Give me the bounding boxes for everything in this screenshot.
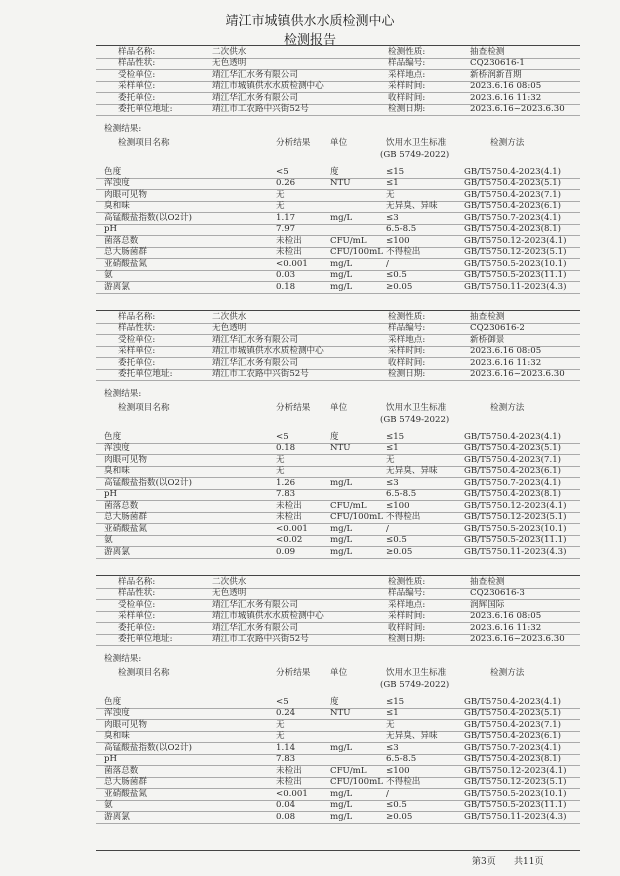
row-method: GB/T5750.5-2023(11.1) — [464, 270, 567, 281]
col-header-result: 分析结果 — [276, 668, 311, 678]
row-unit: mg/L — [330, 535, 353, 546]
row-std: 无 — [386, 719, 395, 730]
page-number: 第3页 — [472, 857, 496, 867]
field-value-sampling_time: 2023.6.16 08:05 — [470, 611, 542, 622]
field-label-entrusted_unit: 受检单位: — [118, 69, 156, 80]
row-method: GB/T5750.4-2023(4.1) — [464, 167, 562, 177]
row-item: 色度 — [104, 697, 122, 707]
header-row-line — [96, 334, 580, 335]
row-unit: mg/L — [330, 523, 353, 534]
field-label-entrusted_unit: 受检单位: — [118, 334, 156, 345]
header-row-line — [96, 645, 580, 646]
field-value-test_date: 2023.6.16~2023.6.30 — [470, 104, 565, 114]
row-unit: mg/L — [330, 546, 353, 557]
results-label: 检测结果: — [104, 654, 142, 664]
header-row-line — [96, 115, 580, 116]
row-item: 菌落总数 — [104, 235, 139, 246]
row-unit: mg/L — [330, 258, 353, 269]
row-item: 臭和味 — [104, 466, 130, 477]
row-method: GB/T5750.5-2023(10.1) — [464, 523, 567, 534]
row-item: pH — [104, 489, 117, 500]
header-row-line — [96, 599, 580, 600]
row-result: <5 — [276, 697, 289, 707]
row-method: GB/T5750.4-2023(8.1) — [464, 489, 562, 500]
row-std: ≥0.05 — [386, 546, 413, 557]
field-label-sample_state: 样品性状: — [118, 323, 156, 334]
row-item: 高锰酸盐指数(以O2计) — [104, 477, 192, 488]
row-result: 未检出 — [276, 765, 302, 776]
row-item: 高锰酸盐指数(以O2计) — [104, 742, 192, 753]
row-unit: mg/L — [330, 811, 353, 822]
section-separator — [96, 310, 580, 311]
row-std: 无异臭、异味 — [386, 466, 438, 477]
field-value-sample_state: 无色透明 — [212, 58, 247, 69]
row-result: 0.18 — [276, 281, 296, 292]
row-result: 无 — [276, 189, 285, 200]
bottom-rule — [96, 850, 580, 851]
col-header-std: 饮用水卫生标准 — [386, 138, 447, 148]
row-std: ≤100 — [386, 235, 410, 246]
field-label-sample_no: 样品编号: — [388, 323, 426, 334]
row-item: 总大肠菌群 — [104, 777, 147, 788]
results-label: 检测结果: — [104, 389, 142, 399]
field-label-entrusted_unit: 受检单位: — [118, 599, 156, 610]
col-header-std: 饮用水卫生标准 — [386, 668, 447, 678]
row-item: 游离氯 — [104, 811, 130, 822]
row-std: ≤15 — [386, 697, 405, 707]
row-std: / — [386, 258, 389, 269]
row-method: GB/T5750.12-2023(4.1) — [464, 765, 567, 776]
field-value-sampling_place: 新桥润新苜期 — [470, 69, 522, 80]
row-item: 总大肠菌群 — [104, 247, 147, 258]
row-std: 无 — [386, 454, 395, 465]
field-value-sample_no: CQ230616-3 — [470, 588, 525, 599]
field-value-client_address: 靖江市工农路中兴街52号 — [212, 634, 309, 644]
row-result: 未检出 — [276, 500, 302, 511]
field-value-test_nature: 抽查检测 — [470, 577, 505, 587]
field-label-sample_no: 样品编号: — [388, 588, 426, 599]
field-label-test_nature: 检测性质: — [388, 312, 426, 322]
row-result: 0.24 — [276, 708, 296, 719]
field-label-sample_state: 样品性状: — [118, 588, 156, 599]
row-result: 无 — [276, 719, 285, 730]
row-result: <0.001 — [276, 258, 308, 269]
field-value-sampling_unit: 靖江市城镇供水水质检测中心 — [212, 346, 324, 357]
header-row-line — [96, 380, 580, 381]
row-method: GB/T5750.4-2023(7.1) — [464, 454, 562, 465]
row-std: 无异臭、异味 — [386, 731, 438, 742]
row-result: 无 — [276, 201, 285, 212]
row-item: 总大肠菌群 — [104, 512, 147, 523]
row-result: 0.08 — [276, 811, 296, 822]
field-label-client_address: 委托单位地址: — [118, 369, 173, 379]
field-value-receive_time: 2023.6.16 11:32 — [470, 622, 542, 633]
row-unit: CFU/mL — [330, 765, 367, 776]
row-std: ≤0.5 — [386, 800, 407, 811]
row-result: 无 — [276, 466, 285, 477]
row-item: 亚硝酸盐氮 — [104, 788, 147, 799]
col-header-unit: 单位 — [330, 138, 348, 148]
row-method: GB/T5750.4-2023(5.1) — [464, 443, 562, 454]
row-unit: 度 — [330, 697, 339, 707]
row-item: 肉眼可见物 — [104, 189, 147, 200]
row-result: 7.83 — [276, 489, 296, 500]
row-item: 氨 — [104, 800, 113, 811]
row-item: 浑浊度 — [104, 178, 130, 189]
field-label-sample_name: 样品名称: — [118, 312, 156, 322]
row-item: 氨 — [104, 270, 113, 281]
row-method: GB/T5750.7-2023(4.1) — [464, 212, 562, 223]
field-value-entrusted_unit: 靖江华汇水务有限公司 — [212, 334, 298, 345]
row-std: ≤1 — [386, 443, 399, 454]
row-std: 6.5-8.5 — [386, 754, 417, 765]
field-label-sampling_unit: 采样单位: — [118, 346, 156, 357]
row-unit: 度 — [330, 167, 339, 177]
row-std: ≤3 — [386, 477, 399, 488]
field-value-receive_time: 2023.6.16 11:32 — [470, 357, 542, 368]
row-item: 色度 — [104, 432, 122, 442]
field-label-test_date: 检测日期: — [388, 369, 426, 379]
row-std: ≤3 — [386, 212, 399, 223]
row-method: GB/T5750.4-2023(8.1) — [464, 224, 562, 235]
row-result: 未检出 — [276, 247, 302, 258]
field-value-test_nature: 抽查检测 — [470, 47, 505, 57]
field-value-test_date: 2023.6.16~2023.6.30 — [470, 634, 565, 644]
field-value-client_address: 靖江市工农路中兴街52号 — [212, 104, 309, 114]
row-item: 亚硝酸盐氮 — [104, 258, 147, 269]
row-std: / — [386, 523, 389, 534]
row-method: GB/T5750.7-2023(4.1) — [464, 477, 562, 488]
field-label-sample_no: 样品编号: — [388, 58, 426, 69]
row-std: ≤0.5 — [386, 270, 407, 281]
row-method: GB/T5750.4-2023(5.1) — [464, 708, 562, 719]
row-method: GB/T5750.5-2023(10.1) — [464, 788, 567, 799]
row-item: 臭和味 — [104, 201, 130, 212]
row-result: <5 — [276, 167, 289, 177]
field-label-sample_name: 样品名称: — [118, 577, 156, 587]
row-unit: mg/L — [330, 800, 353, 811]
field-value-client_address: 靖江市工农路中兴街52号 — [212, 369, 309, 379]
row-result: 无 — [276, 731, 285, 742]
row-item: 氨 — [104, 535, 113, 546]
col-header-std-code: (GB 5749-2022) — [380, 415, 450, 425]
row-std: / — [386, 788, 389, 799]
row-item: 菌落总数 — [104, 500, 139, 511]
report-subtitle: 检测报告 — [283, 33, 336, 48]
field-label-test_nature: 检测性质: — [388, 47, 426, 57]
row-result: 1.17 — [276, 212, 296, 223]
field-value-sample_name: 二次供水 — [212, 577, 247, 587]
row-result: 0.04 — [276, 800, 296, 811]
row-method: GB/T5750.11-2023(4.3) — [464, 811, 567, 822]
row-unit: mg/L — [330, 477, 353, 488]
row-result: <0.001 — [276, 523, 308, 534]
row-item: 色度 — [104, 167, 122, 177]
row-unit: mg/L — [330, 281, 353, 292]
row-method: GB/T5750.5-2023(10.1) — [464, 258, 567, 269]
row-item: 浑浊度 — [104, 443, 130, 454]
field-label-test_date: 检测日期: — [388, 634, 426, 644]
row-unit: CFU/100mL — [330, 512, 383, 523]
top-rule — [96, 45, 580, 46]
row-method: GB/T5750.4-2023(4.1) — [464, 432, 562, 442]
field-value-sampling_place: 润辉国际 — [470, 599, 505, 610]
field-label-sampling_place: 采样地点: — [388, 69, 426, 80]
field-label-client_unit: 委托单位: — [118, 92, 156, 103]
col-header-result: 分析结果 — [276, 403, 311, 413]
row-item: 肉眼可见物 — [104, 454, 147, 465]
field-value-test_date: 2023.6.16~2023.6.30 — [470, 369, 565, 379]
field-value-entrusted_unit: 靖江华汇水务有限公司 — [212, 599, 298, 610]
field-value-sample_name: 二次供水 — [212, 47, 247, 57]
row-unit: CFU/mL — [330, 235, 367, 246]
row-item: 游离氯 — [104, 281, 130, 292]
row-method: GB/T5750.12-2023(5.1) — [464, 512, 567, 523]
row-std: ≤0.5 — [386, 535, 407, 546]
field-label-receive_time: 收样时间: — [388, 357, 426, 368]
row-result: 未检出 — [276, 777, 302, 788]
row-method: GB/T5750.12-2023(4.1) — [464, 500, 567, 511]
col-header-std-code: (GB 5749-2022) — [380, 680, 450, 690]
row-result: 0.26 — [276, 178, 296, 189]
row-item: 肉眼可见物 — [104, 719, 147, 730]
row-std: 不得检出 — [386, 247, 421, 258]
col-header-unit: 单位 — [330, 403, 348, 413]
row-method: GB/T5750.7-2023(4.1) — [464, 742, 562, 753]
row-result: <5 — [276, 432, 289, 442]
field-label-test_date: 检测日期: — [388, 104, 426, 114]
field-value-sample_no: CQ230616-2 — [470, 323, 525, 334]
row-method: GB/T5750.4-2023(6.1) — [464, 201, 562, 212]
row-method: GB/T5750.4-2023(6.1) — [464, 731, 562, 742]
field-value-sample_no: CQ230616-1 — [470, 58, 525, 69]
row-result: 0.09 — [276, 546, 296, 557]
row-std: ≤1 — [386, 708, 399, 719]
row-method: GB/T5750.12-2023(4.1) — [464, 235, 567, 246]
row-std: ≤100 — [386, 500, 410, 511]
row-unit: NTU — [330, 178, 351, 189]
row-std: 无 — [386, 189, 395, 200]
row-item: pH — [104, 754, 117, 765]
row-method: GB/T5750.4-2023(5.1) — [464, 178, 562, 189]
row-method: GB/T5750.4-2023(4.1) — [464, 697, 562, 707]
row-result: 0.03 — [276, 270, 296, 281]
row-item: 臭和味 — [104, 731, 130, 742]
row-std: 无异臭、异味 — [386, 201, 438, 212]
row-result: <0.02 — [276, 535, 303, 546]
row-result: 7.97 — [276, 224, 296, 235]
field-label-sampling_time: 采样时间: — [388, 81, 426, 92]
field-label-sampling_time: 采样时间: — [388, 346, 426, 357]
row-std: 不得检出 — [386, 512, 421, 523]
row-item: 亚硝酸盐氮 — [104, 523, 147, 534]
col-header-method: 检测方法 — [490, 138, 525, 148]
row-std: ≤1 — [386, 178, 399, 189]
col-header-item: 检测项目名称 — [118, 403, 170, 413]
field-value-sample_name: 二次供水 — [212, 312, 247, 322]
field-label-receive_time: 收样时间: — [388, 622, 426, 633]
field-value-client_unit: 靖江华汇水务有限公司 — [212, 357, 298, 368]
field-value-sampling_unit: 靖江市城镇供水水质检测中心 — [212, 611, 324, 622]
row-item: 高锰酸盐指数(以O2计) — [104, 212, 192, 223]
row-item: 菌落总数 — [104, 765, 139, 776]
col-header-std-code: (GB 5749-2022) — [380, 150, 450, 160]
row-std: 不得检出 — [386, 777, 421, 788]
section-separator — [96, 575, 580, 576]
row-unit: mg/L — [330, 212, 353, 223]
col-header-result: 分析结果 — [276, 138, 311, 148]
row-item: 浑浊度 — [104, 708, 130, 719]
row-result: 0.18 — [276, 443, 296, 454]
row-result: 1.26 — [276, 477, 296, 488]
row-unit: CFU/mL — [330, 500, 367, 511]
field-label-sampling_unit: 采样单位: — [118, 611, 156, 622]
col-header-unit: 单位 — [330, 668, 348, 678]
field-label-sampling_place: 采样地点: — [388, 599, 426, 610]
row-item: pH — [104, 224, 117, 235]
field-value-sample_state: 无色透明 — [212, 323, 247, 334]
field-label-sampling_time: 采样时间: — [388, 611, 426, 622]
col-header-item: 检测项目名称 — [118, 138, 170, 148]
row-result: <0.001 — [276, 788, 308, 799]
row-unit: CFU/100mL — [330, 777, 383, 788]
row-method: GB/T5750.5-2023(11.1) — [464, 535, 567, 546]
col-header-method: 检测方法 — [490, 668, 525, 678]
field-label-client_unit: 委托单位: — [118, 357, 156, 368]
field-label-sample_state: 样品性状: — [118, 58, 156, 69]
table-row-line — [96, 293, 580, 294]
row-std: ≤15 — [386, 432, 405, 442]
results-label: 检测结果: — [104, 124, 142, 134]
row-result: 未检出 — [276, 235, 302, 246]
row-method: GB/T5750.4-2023(8.1) — [464, 754, 562, 765]
col-header-std: 饮用水卫生标准 — [386, 403, 447, 413]
field-value-client_unit: 靖江华汇水务有限公司 — [212, 622, 298, 633]
field-label-client_address: 委托单位地址: — [118, 634, 173, 644]
row-unit: mg/L — [330, 742, 353, 753]
row-result: 7.83 — [276, 754, 296, 765]
row-method: GB/T5750.11-2023(4.3) — [464, 546, 567, 557]
row-std: ≥0.05 — [386, 281, 413, 292]
row-std: ≤100 — [386, 765, 410, 776]
field-label-sampling_place: 采样地点: — [388, 334, 426, 345]
field-value-client_unit: 靖江华汇水务有限公司 — [212, 92, 298, 103]
report-title: 靖江市城镇供水水质检测中心 — [225, 14, 395, 29]
row-method: GB/T5750.4-2023(7.1) — [464, 189, 562, 200]
field-value-sampling_unit: 靖江市城镇供水水质检测中心 — [212, 81, 324, 92]
row-std: ≤3 — [386, 742, 399, 753]
row-result: 1.14 — [276, 742, 296, 753]
row-method: GB/T5750.12-2023(5.1) — [464, 247, 567, 258]
row-method: GB/T5750.12-2023(5.1) — [464, 777, 567, 788]
row-std: 6.5-8.5 — [386, 224, 417, 235]
field-label-test_nature: 检测性质: — [388, 577, 426, 587]
row-unit: mg/L — [330, 270, 353, 281]
field-label-sampling_unit: 采样单位: — [118, 81, 156, 92]
row-unit: NTU — [330, 708, 351, 719]
row-std: ≤15 — [386, 167, 405, 177]
field-label-receive_time: 收样时间: — [388, 92, 426, 103]
row-method: GB/T5750.4-2023(7.1) — [464, 719, 562, 730]
row-item: 游离氯 — [104, 546, 130, 557]
row-method: GB/T5750.11-2023(4.3) — [464, 281, 567, 292]
field-value-sampling_time: 2023.6.16 08:05 — [470, 81, 542, 92]
row-method: GB/T5750.5-2023(11.1) — [464, 800, 567, 811]
table-row-line — [96, 823, 580, 824]
field-value-sampling_place: 新桥御景 — [470, 334, 505, 345]
row-unit: CFU/100mL — [330, 247, 383, 258]
row-result: 未检出 — [276, 512, 302, 523]
col-header-method: 检测方法 — [490, 403, 525, 413]
field-value-receive_time: 2023.6.16 11:32 — [470, 92, 542, 103]
table-row-line — [96, 558, 580, 559]
row-unit: NTU — [330, 443, 351, 454]
field-value-entrusted_unit: 靖江华汇水务有限公司 — [212, 69, 298, 80]
col-header-item: 检测项目名称 — [118, 668, 170, 678]
field-value-sampling_time: 2023.6.16 08:05 — [470, 346, 542, 357]
field-label-client_address: 委托单位地址: — [118, 104, 173, 114]
field-value-test_nature: 抽查检测 — [470, 312, 505, 322]
field-value-sample_state: 无色透明 — [212, 588, 247, 599]
row-unit: mg/L — [330, 788, 353, 799]
row-unit: 度 — [330, 432, 339, 442]
row-result: 无 — [276, 454, 285, 465]
page-total: 共11页 — [514, 857, 544, 867]
row-std: ≥0.05 — [386, 811, 413, 822]
field-label-client_unit: 委托单位: — [118, 622, 156, 633]
field-label-sample_name: 样品名称: — [118, 47, 156, 57]
row-std: 6.5-8.5 — [386, 489, 417, 500]
row-method: GB/T5750.4-2023(6.1) — [464, 466, 562, 477]
